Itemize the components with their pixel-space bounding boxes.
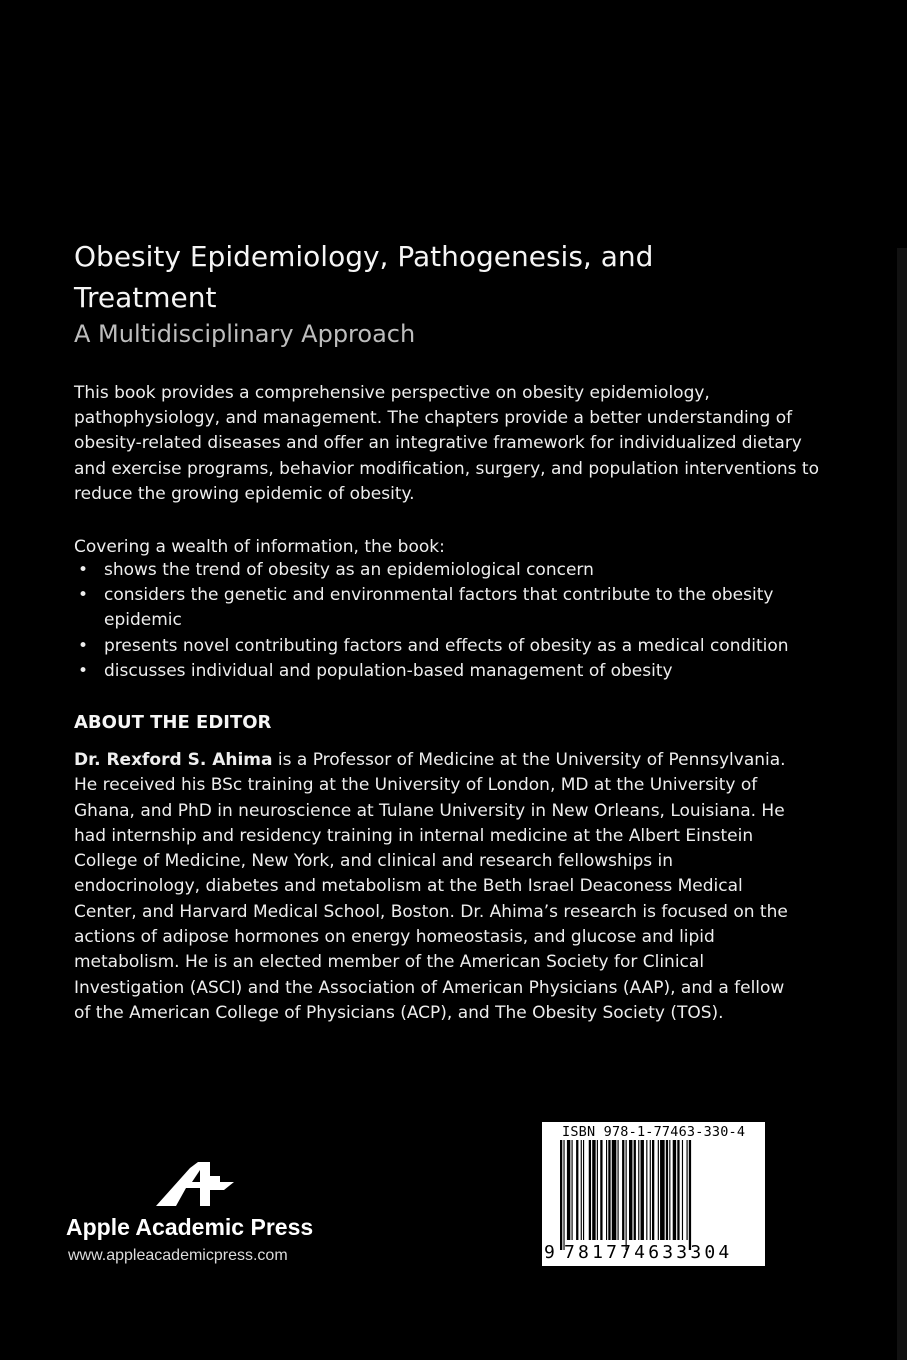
isbn-label: ISBN 978-1-77463-330-4 bbox=[562, 1124, 746, 1140]
about-editor-heading: ABOUT THE EDITOR bbox=[74, 712, 272, 733]
list-item bbox=[74, 634, 854, 659]
book-subtitle: A Multidisciplinary Approach bbox=[74, 320, 416, 348]
publisher-url: www.appleacademicpress.com bbox=[68, 1247, 288, 1264]
list-item-text: shows the trend of obesity as an epidemiological concern bbox=[104, 560, 594, 580]
bullet-icon: • bbox=[78, 635, 89, 656]
coverage-list bbox=[74, 558, 854, 684]
barcode-first-digit: 9 bbox=[544, 1242, 555, 1263]
isbn-barcode bbox=[542, 1122, 765, 1266]
list-item bbox=[74, 583, 854, 633]
editor-bio bbox=[74, 748, 794, 1026]
apple-academic-press-logo-icon bbox=[150, 1160, 240, 1208]
editor-name: Dr. Rexford S. Ahima bbox=[74, 750, 273, 770]
bullet-icon: • bbox=[78, 560, 89, 580]
editor-bio-text: is a Professor of Medicine at the University of Pennsylvania. He received his BSc training at the University of London, MD at the University of Ghana, and PhD in neuroscience at Tulane University in New Orleans, Louisiana. He had internship and residency training in internal medicine at the Albert Einstein College of Medicine, New York, and clinical and research fellowships in endocrinology, diabetes and metabolism at the Beth Israel Deaconess Medical Center, and Harvard Medical School, Boston. Dr. Ahima’s research is focused on the actions of adipose hormones on energy homeostasis, and glucose and lipid metabolism. He is an elected member of the American Society for Clinical Investigation (ASCI) and the Association of American Physicians (AAP), and a fellow of the American College of Physicians (ACP), and The Obesity Society (TOS). bbox=[74, 750, 788, 1023]
list-item-text: discusses individual and population-based management of obesity bbox=[104, 660, 673, 681]
book-title: Obesity Epidemiology, Pathogenesis, and Treatment bbox=[74, 240, 654, 314]
list-item bbox=[74, 659, 854, 684]
barcode-icon bbox=[560, 1140, 765, 1250]
bullet-icon: • bbox=[78, 660, 89, 681]
list-item bbox=[74, 558, 854, 583]
publisher-name: Apple Academic Press bbox=[66, 1214, 314, 1240]
list-item-text: considers the genetic and environmental factors that contribute to the obesity epidemic bbox=[104, 585, 774, 631]
list-item-text: presents novel contributing factors and effects of obesity as a medical condition bbox=[104, 635, 789, 656]
coverage-intro: Covering a wealth of information, the book: bbox=[74, 537, 445, 557]
barcode-digits: 781774633304 bbox=[564, 1242, 733, 1263]
book-description: This book provides a comprehensive perspective on obesity epidemiology, pathophysiology, and management. The chapters provide a better understanding of obesity-related diseases and offer an integrative framework for individualized dietary and exercise programs, behavior modification, surgery, and population interventions to reduce the growing epidemic of obesity. bbox=[74, 383, 819, 504]
cover-edge-strip bbox=[897, 248, 907, 1360]
bullet-icon: • bbox=[78, 585, 89, 606]
